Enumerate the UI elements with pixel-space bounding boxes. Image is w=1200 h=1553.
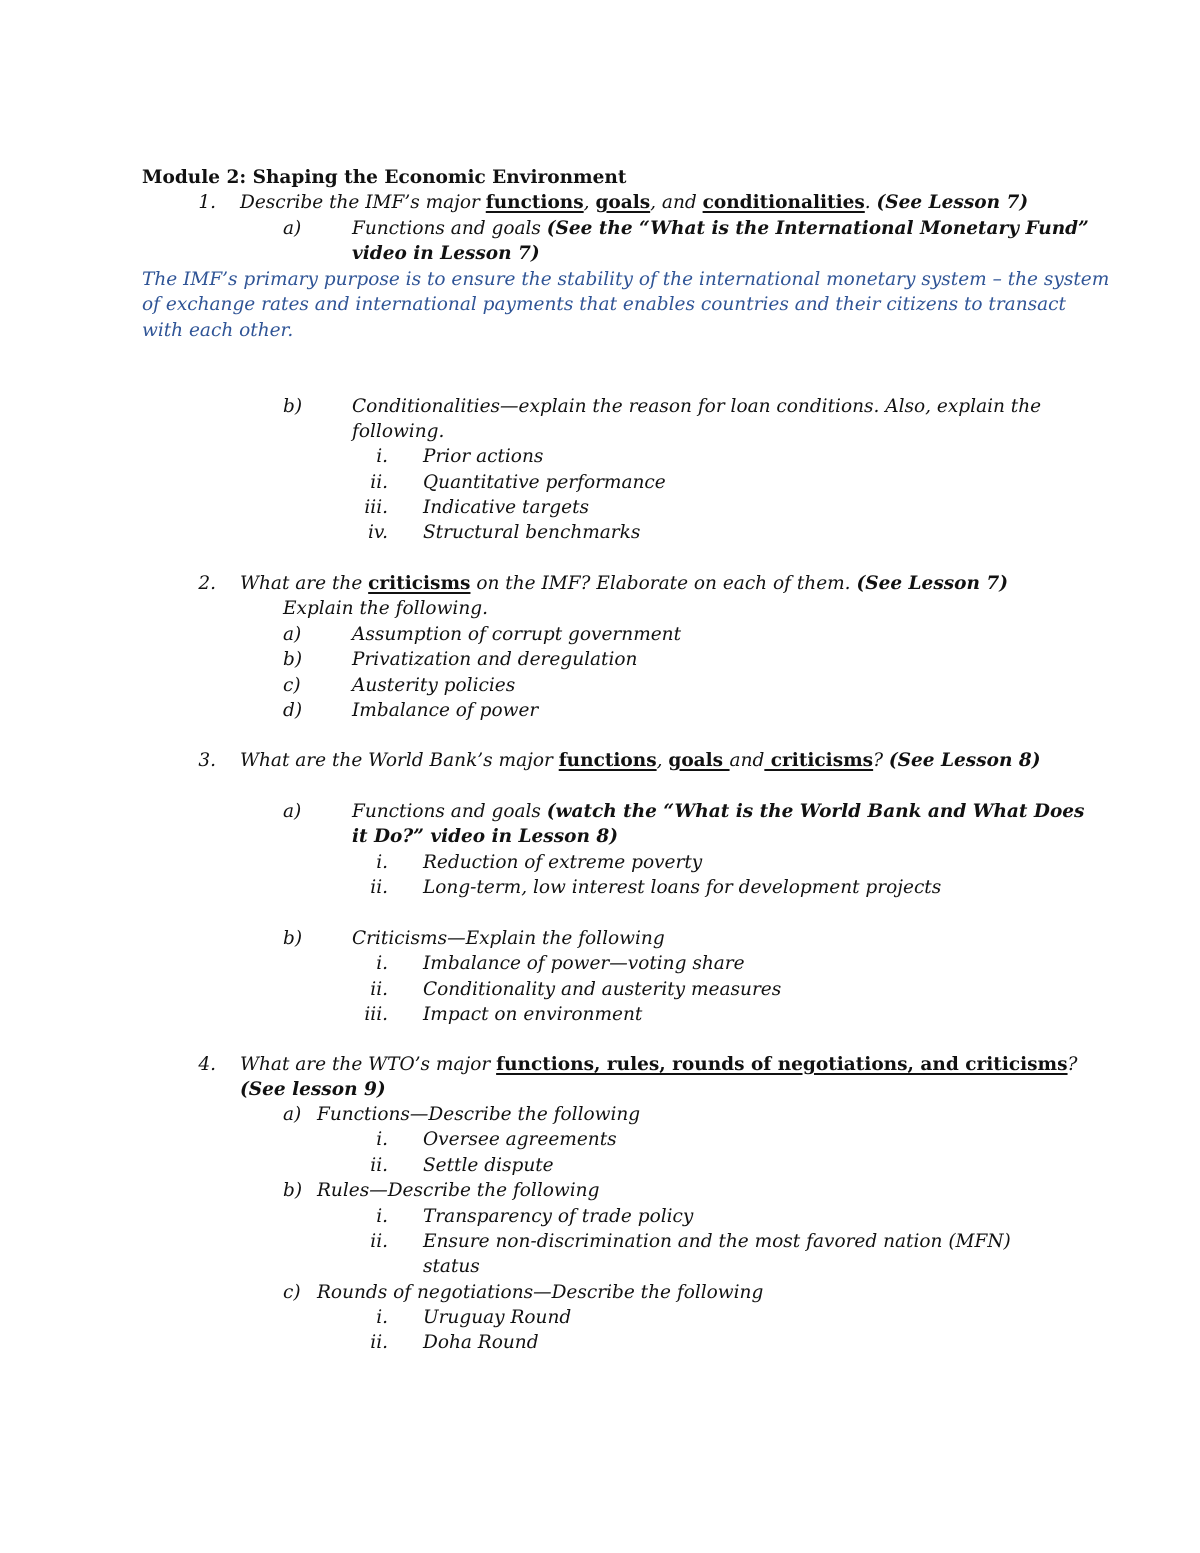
q4-a-text: Functions—Describe the following (317, 1104, 641, 1125)
q1-a-text: Functions and goals (See the “What is the International Monetary Fund” (352, 218, 1089, 239)
q1-a-ref-cont: video in Lesson 7) (352, 243, 540, 264)
q4-c-item-num: ii. (370, 1332, 388, 1353)
q2-item: Privatization and deregulation (352, 649, 638, 670)
q4-c-item: Uruguay Round (423, 1307, 572, 1328)
q3-keyword-functions: functions (558, 750, 657, 771)
q1-number: 1. (198, 192, 216, 213)
q3-a-ref-cont: it Do?” video in Lesson 8) (352, 826, 618, 847)
q1-answer-line-2: of exchange rates and international payments that enables countries and their citizens to transact (142, 294, 1066, 315)
q2-number: 2. (198, 573, 216, 594)
q1-answer-line-1: The IMF’s primary purpose is to ensure the stability of the international monetary system – the system (142, 269, 1110, 290)
q4-c-label: c) (283, 1282, 301, 1303)
q1-b-item: Prior actions (423, 446, 544, 467)
page-title: Module 2: Shaping the Economic Environment (142, 167, 627, 188)
q4-a-item-num: i. (376, 1129, 388, 1150)
q1-b-item: Quantitative performance (423, 472, 666, 493)
q2-item: Austerity policies (352, 675, 516, 696)
q4-b-label: b) (283, 1180, 303, 1201)
q2-lesson-ref: (See Lesson 7) (856, 573, 1009, 594)
q1-b-item-num: ii. (370, 472, 388, 493)
q2-item-label: c) (283, 675, 301, 696)
q4-b-item: Transparency of trade policy (423, 1206, 694, 1227)
q4-c-item-num: i. (376, 1307, 388, 1328)
q3-a-item: Long-term, low interest loans for development projects (423, 877, 942, 898)
q4-a-item: Oversee agreements (423, 1129, 617, 1150)
q3-text: What are the World Bank’s major functions, goals and criticisms? (See Lesson 8) (240, 750, 1041, 771)
q3-b-item-num: ii. (370, 979, 388, 1000)
q2-item: Imbalance of power (352, 700, 539, 721)
q1-lesson-ref: (See Lesson 7) (876, 192, 1029, 213)
q4-number: 4. (198, 1054, 216, 1075)
q3-b-item-num: iii. (364, 1004, 388, 1025)
q4-c-item: Doha Round (423, 1332, 539, 1353)
q1-keyword-functions: functions (485, 192, 584, 213)
q3-a-text: Functions and goals (watch the “What is the World Bank and What Does (352, 801, 1085, 822)
q3-number: 3. (198, 750, 216, 771)
q3-a-item-num: i. (376, 852, 388, 873)
q4-a-item-num: ii. (370, 1155, 388, 1176)
q3-b-label: b) (283, 928, 303, 949)
q4-keywords: functions, rules, rounds of negotiations, and criticisms (496, 1054, 1068, 1075)
q1-b-item-num: iii. (364, 497, 388, 518)
q3-keyword-criticisms: criticisms (764, 750, 874, 771)
q1-a-ref: (See the “What is the International Monetary Fund” (546, 218, 1089, 239)
q1-answer-line-3: with each other. (142, 320, 294, 341)
q1-b-item: Indicative targets (423, 497, 590, 518)
q4-b-item-num: ii. (370, 1231, 388, 1252)
q2-text: What are the criticisms on the IMF? Elaborate on each of them. (See Lesson 7) (240, 573, 1009, 594)
q1-b-item: Structural benchmarks (423, 522, 641, 543)
q4-b-item-cont: status (423, 1256, 480, 1277)
q1-b-text: Conditionalities—explain the reason for loan conditions. Also, explain the (352, 396, 1042, 417)
q2-subtext: Explain the following. (283, 598, 488, 619)
q3-a-item: Reduction of extreme poverty (423, 852, 703, 873)
q1-b-item-num: i. (376, 446, 388, 467)
q2-item-label: d) (283, 700, 303, 721)
q3-b-text: Criticisms—Explain the following (352, 928, 665, 949)
q3-a-label: a) (283, 801, 302, 822)
q2-item: Assumption of corrupt government (352, 624, 682, 645)
q4-text: What are the WTO’s major functions, rules, rounds of negotiations, and criticisms? (240, 1054, 1078, 1075)
q1-b-text-cont: following. (352, 421, 445, 442)
q3-keyword-goals: goals (668, 750, 730, 771)
q3-b-item-num: i. (376, 953, 388, 974)
q3-a-item-num: ii. (370, 877, 388, 898)
q3-b-item: Conditionality and austerity measures (423, 979, 782, 1000)
q4-a-label: a) (283, 1104, 302, 1125)
q1-keyword-conditionalities: conditionalities (702, 192, 865, 213)
q2-keyword-criticisms: criticisms (368, 573, 471, 594)
q2-item-label: a) (283, 624, 302, 645)
q3-b-item: Imbalance of power—voting share (423, 953, 745, 974)
q1-a-label: a) (283, 218, 302, 239)
q4-b-item-num: i. (376, 1206, 388, 1227)
q1-b-item-num: iv. (367, 522, 388, 543)
q3-b-item: Impact on environment (423, 1004, 643, 1025)
q2-item-label: b) (283, 649, 303, 670)
q3-a-ref: (watch the “What is the World Bank and What Does (546, 801, 1085, 822)
q4-a-item: Settle dispute (423, 1155, 554, 1176)
q1-b-label: b) (283, 396, 303, 417)
q3-lesson-ref: (See Lesson 8) (888, 750, 1041, 771)
q4-b-text: Rules—Describe the following (317, 1180, 600, 1201)
q1-text: Describe the IMF’s major functions, goals, and conditionalities. (See Lesson 7) (240, 192, 1029, 213)
q1-keyword-goals: goals (595, 192, 651, 213)
q4-b-item: Ensure non-discrimination and the most favored nation (MFN) (423, 1231, 1011, 1252)
q4-c-text: Rounds of negotiations—Describe the following (317, 1282, 764, 1303)
q4-lesson-ref: (See lesson 9) (240, 1079, 386, 1100)
